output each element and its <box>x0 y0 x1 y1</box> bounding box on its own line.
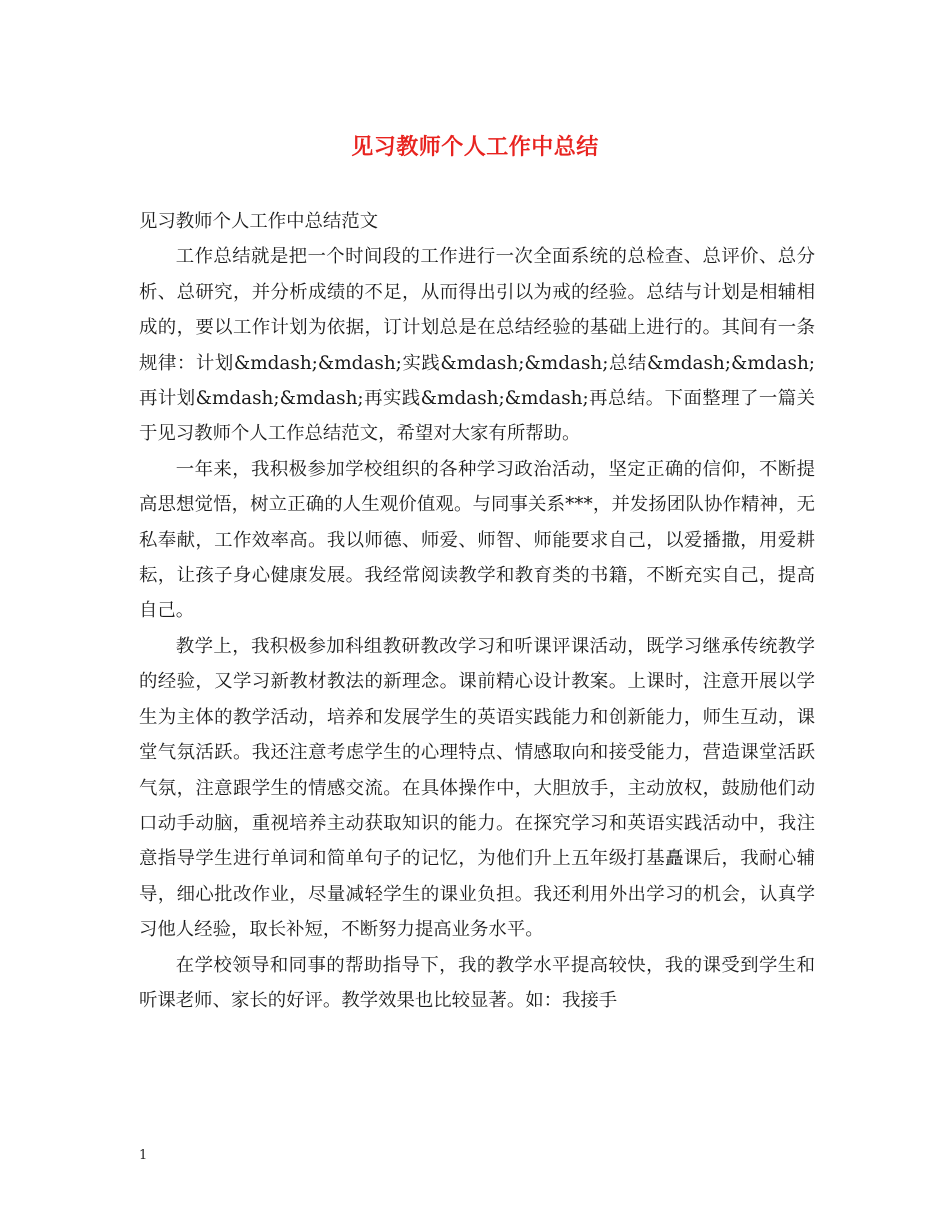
paragraph-teaching: 教学上，我积极参加科组教研教改学习和听课评课活动，既学习继承传统教学的经验，又学习新教材教法的新理念。课前精心设计教案。上课时，注意开展以学生为主体的教学活动，培养和发展学生的英语实践能力和创新能力，师生互动，课堂气氛活跃。我还注意考虑学生的心理特点、情感取向和接受能力，营造课堂活跃气氛，注意跟学生的情感交流。在具体操作中，大胆放手，主动放权，鼓励他们动口动手动脑，重视培养主动获取知识的能力。在探究学习和英语实践活动中，我注意指导学生进行单词和简单句子的记忆，为他们升上五年级打基矗课后，我耐心辅导，细心批改作业，尽量减轻学生的课业负担。我还利用外出学习的机会，认真学习他人经验，取长补短，不断努力提高业务水平。 <box>139 635 815 941</box>
document-title: 见习教师个人工作中总结 <box>351 134 599 160</box>
page-number: 1 <box>139 1148 148 1163</box>
paragraph-politics: 一年来，我积极参加学校组织的各种学习政治活动，坚定正确的信仰，不断提高思想觉悟，树立正确的人生观价值观。与同事关系***，并发扬团队协作精神，无私奉献，工作效率高。我以师德、师爱、师智、师能要求自己，以爱播撒，用爱耕耘，让孩子身心健康发展。我经常阅读教学和教育类的书籍，不断充实自己，提高自己。 <box>139 458 815 622</box>
paragraph-intro: 工作总结就是把一个时间段的工作进行一次全面系统的总检查、总评价、总分析、总研究，并分析成绩的不足，从而得出引以为戒的经验。总结与计划是相辅相成的，要以工作计划为依据，订计划总是在总结经验的基础上进行的。其间有一条规律：计划&mdash;&mdash;实践&mdash;&mdash;总结&mdash;&mdash;再计划&mdash;&mdash;再实践&mdash;&mdash;再总结。下面整理了一篇关于见习教师个人工作总结范文，希望对大家有所帮助。 <box>139 246 815 445</box>
document-body <box>139 204 815 1018</box>
document-subtitle: 见习教师个人工作中总结范文 <box>139 211 379 232</box>
paragraph-results: 在学校领导和同事的帮助指导下，我的教学水平提高较快，我的课受到学生和听课老师、家长的好评。教学效果也比较显著。如：我接手 <box>139 954 815 1011</box>
